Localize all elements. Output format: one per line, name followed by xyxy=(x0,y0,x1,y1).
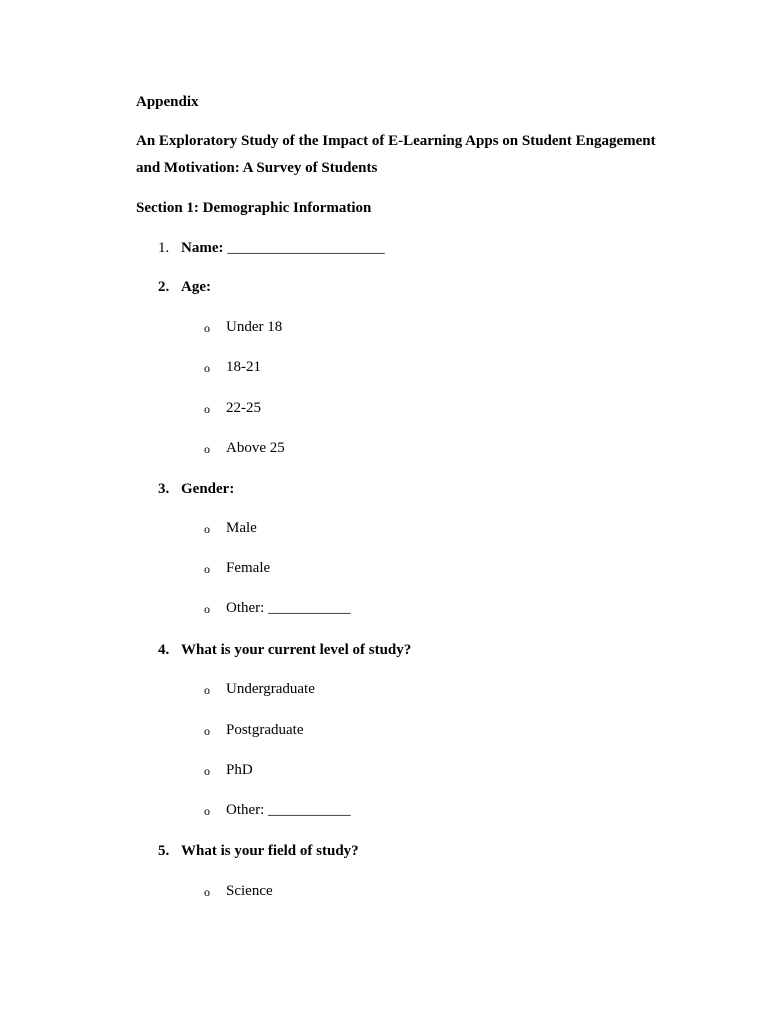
survey-title-line-1: An Exploratory Study of the Impact of E-Learning Apps on Student Engagement xyxy=(136,133,656,149)
question-number: 3. xyxy=(158,481,170,497)
option-label: Undergraduate xyxy=(226,681,315,697)
bullet-icon: o xyxy=(204,764,210,778)
question-label: Age: xyxy=(181,279,211,295)
bullet-icon: o xyxy=(204,321,210,335)
option-label: PhD xyxy=(226,762,253,778)
bullet-icon: o xyxy=(204,885,210,899)
question-label: What is your field of study? xyxy=(181,843,359,859)
question-label: Name: xyxy=(181,240,224,256)
option-label: Other: ___________ xyxy=(226,600,351,616)
option-label: Above 25 xyxy=(226,440,285,456)
question-number: 2. xyxy=(158,279,170,295)
bullet-icon: o xyxy=(204,804,210,818)
bullet-icon: o xyxy=(204,562,210,576)
bullet-icon: o xyxy=(204,522,210,536)
bullet-icon: o xyxy=(204,683,210,697)
question-number: 4. xyxy=(158,642,170,658)
option-label: Postgraduate xyxy=(226,722,304,738)
question-number: 1. xyxy=(158,240,170,256)
question-label: What is your current level of study? xyxy=(181,642,412,658)
option-label: 18-21 xyxy=(226,359,261,375)
appendix-heading: Appendix xyxy=(136,94,199,110)
bullet-icon: o xyxy=(204,442,210,456)
survey-title-line-2: and Motivation: A Survey of Students xyxy=(136,160,378,176)
question-number: 5. xyxy=(158,843,170,859)
section-title: Section 1: Demographic Information xyxy=(136,200,372,216)
bullet-icon: o xyxy=(204,402,210,416)
option-label: Male xyxy=(226,520,257,536)
bullet-icon: o xyxy=(204,724,210,738)
option-label: Female xyxy=(226,560,271,576)
bullet-icon: o xyxy=(204,361,210,375)
question-name xyxy=(181,239,385,257)
name-blank: _____________________ xyxy=(223,240,385,256)
option-label: Under 18 xyxy=(226,319,283,335)
option-label: 22-25 xyxy=(226,400,261,416)
bullet-icon: o xyxy=(204,602,210,616)
option-label: Other: ___________ xyxy=(226,802,351,818)
option-label: Science xyxy=(226,883,273,899)
question-label: Gender: xyxy=(181,481,235,497)
